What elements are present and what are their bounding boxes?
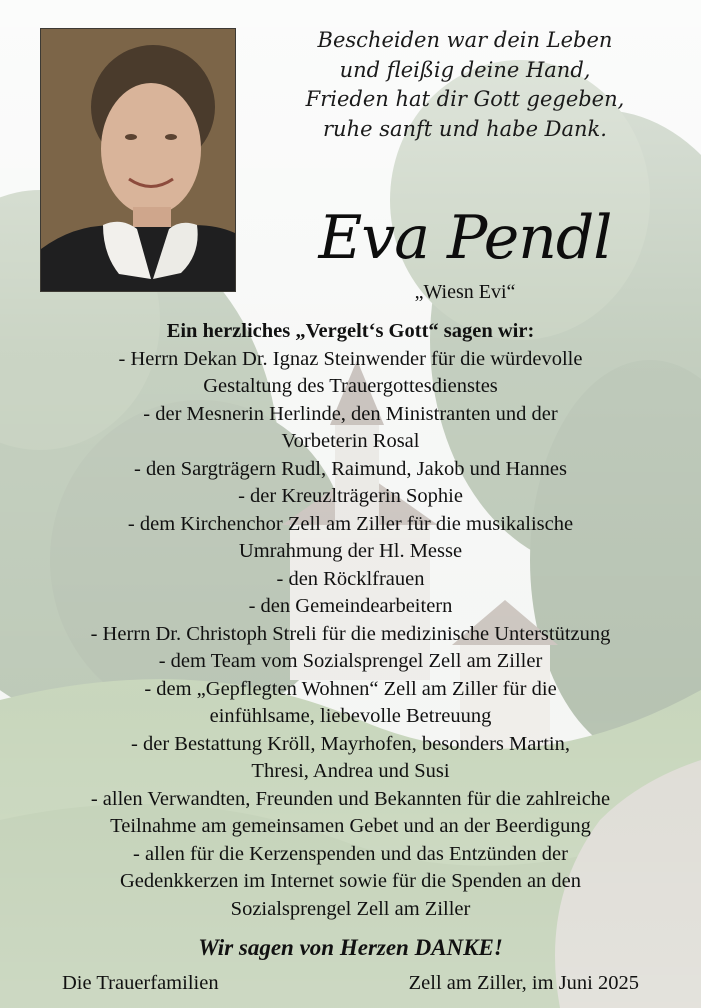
thanks-line: Umrahmung der Hl. Messe <box>238 540 463 562</box>
thanks-line: - der Mesnerin Herlinde, den Ministranten und der <box>143 402 558 425</box>
thanks-line: - dem „Gepflegten Wohnen“ Zell am Ziller für die <box>144 677 557 700</box>
thanks-line: - der Kreuzlträgerin Sophie <box>238 485 463 507</box>
deceased-name: Eva Pendl <box>318 203 612 273</box>
thanks-line: - Herrn Dekan Dr. Ignaz Steinwender für die würdevolle <box>118 347 583 370</box>
poem-line: ruhe sanft und habe Dank. <box>323 116 607 141</box>
thanks-line: Thresi, Andrea und Susi <box>251 760 450 782</box>
thanks-line: - dem Kirchenchor Zell am Ziller für die musikalische <box>127 512 574 535</box>
thanks-line: Teilnahme am gemeinsamen Gebet und an der Beerdigung <box>110 815 591 837</box>
thanks-line: Gedenkkerzen im Internet sowie für die Spenden an den <box>119 870 582 892</box>
thanks-section <box>0 318 701 923</box>
thanks-line: Vorbeterin Rosal <box>281 430 420 452</box>
deceased-nickname: „Wiesn Evi“ <box>414 281 516 303</box>
thanks-line: - Herrn Dr. Christoph Streli für die medizinische Unterstützung <box>90 622 611 645</box>
poem-line: Bescheiden war dein Leben <box>317 28 613 52</box>
thanks-heading: Ein herzliches „Vergelt‘s Gott“ sagen wir: <box>166 320 535 342</box>
thanks-line: einfühlsame, liebevolle Betreuung <box>209 705 492 727</box>
poem-line: und fleißig deine Hand, <box>339 57 591 82</box>
thanks-line: - dem Team vom Sozialsprengel Zell am Ziller <box>158 650 543 672</box>
footer-signature: Die Trauerfamilien <box>62 972 219 994</box>
thanks-line: - den Röcklfrauen <box>276 567 425 590</box>
poem-line: Frieden hat dir Gott gegeben, <box>305 87 625 111</box>
thanks-line: Gestaltung des Trauergottesdienstes <box>203 375 498 397</box>
thanks-line: - den Gemeindearbeitern <box>248 595 453 617</box>
thanks-line: - allen Verwandten, Freunden und Bekannten für die zahlreiche <box>90 787 611 810</box>
thanks-line: - den Sargträgern Rudl, Raimund, Jakob und Hannes <box>134 457 567 480</box>
footer-place-date: Zell am Ziller, im Juni 2025 <box>408 972 639 994</box>
portrait-photo <box>40 28 236 292</box>
memorial-poem <box>270 26 660 144</box>
closing-thanks: Wir sagen von Herzen DANKE! <box>198 935 503 960</box>
thanks-line: Sozialsprengel Zell am Ziller <box>230 897 471 920</box>
thanks-line: - allen für die Kerzenspenden und das Entzünden der <box>133 842 568 865</box>
thanks-line: - der Bestattung Kröll, Mayrhofen, besonders Martin, <box>131 732 570 755</box>
